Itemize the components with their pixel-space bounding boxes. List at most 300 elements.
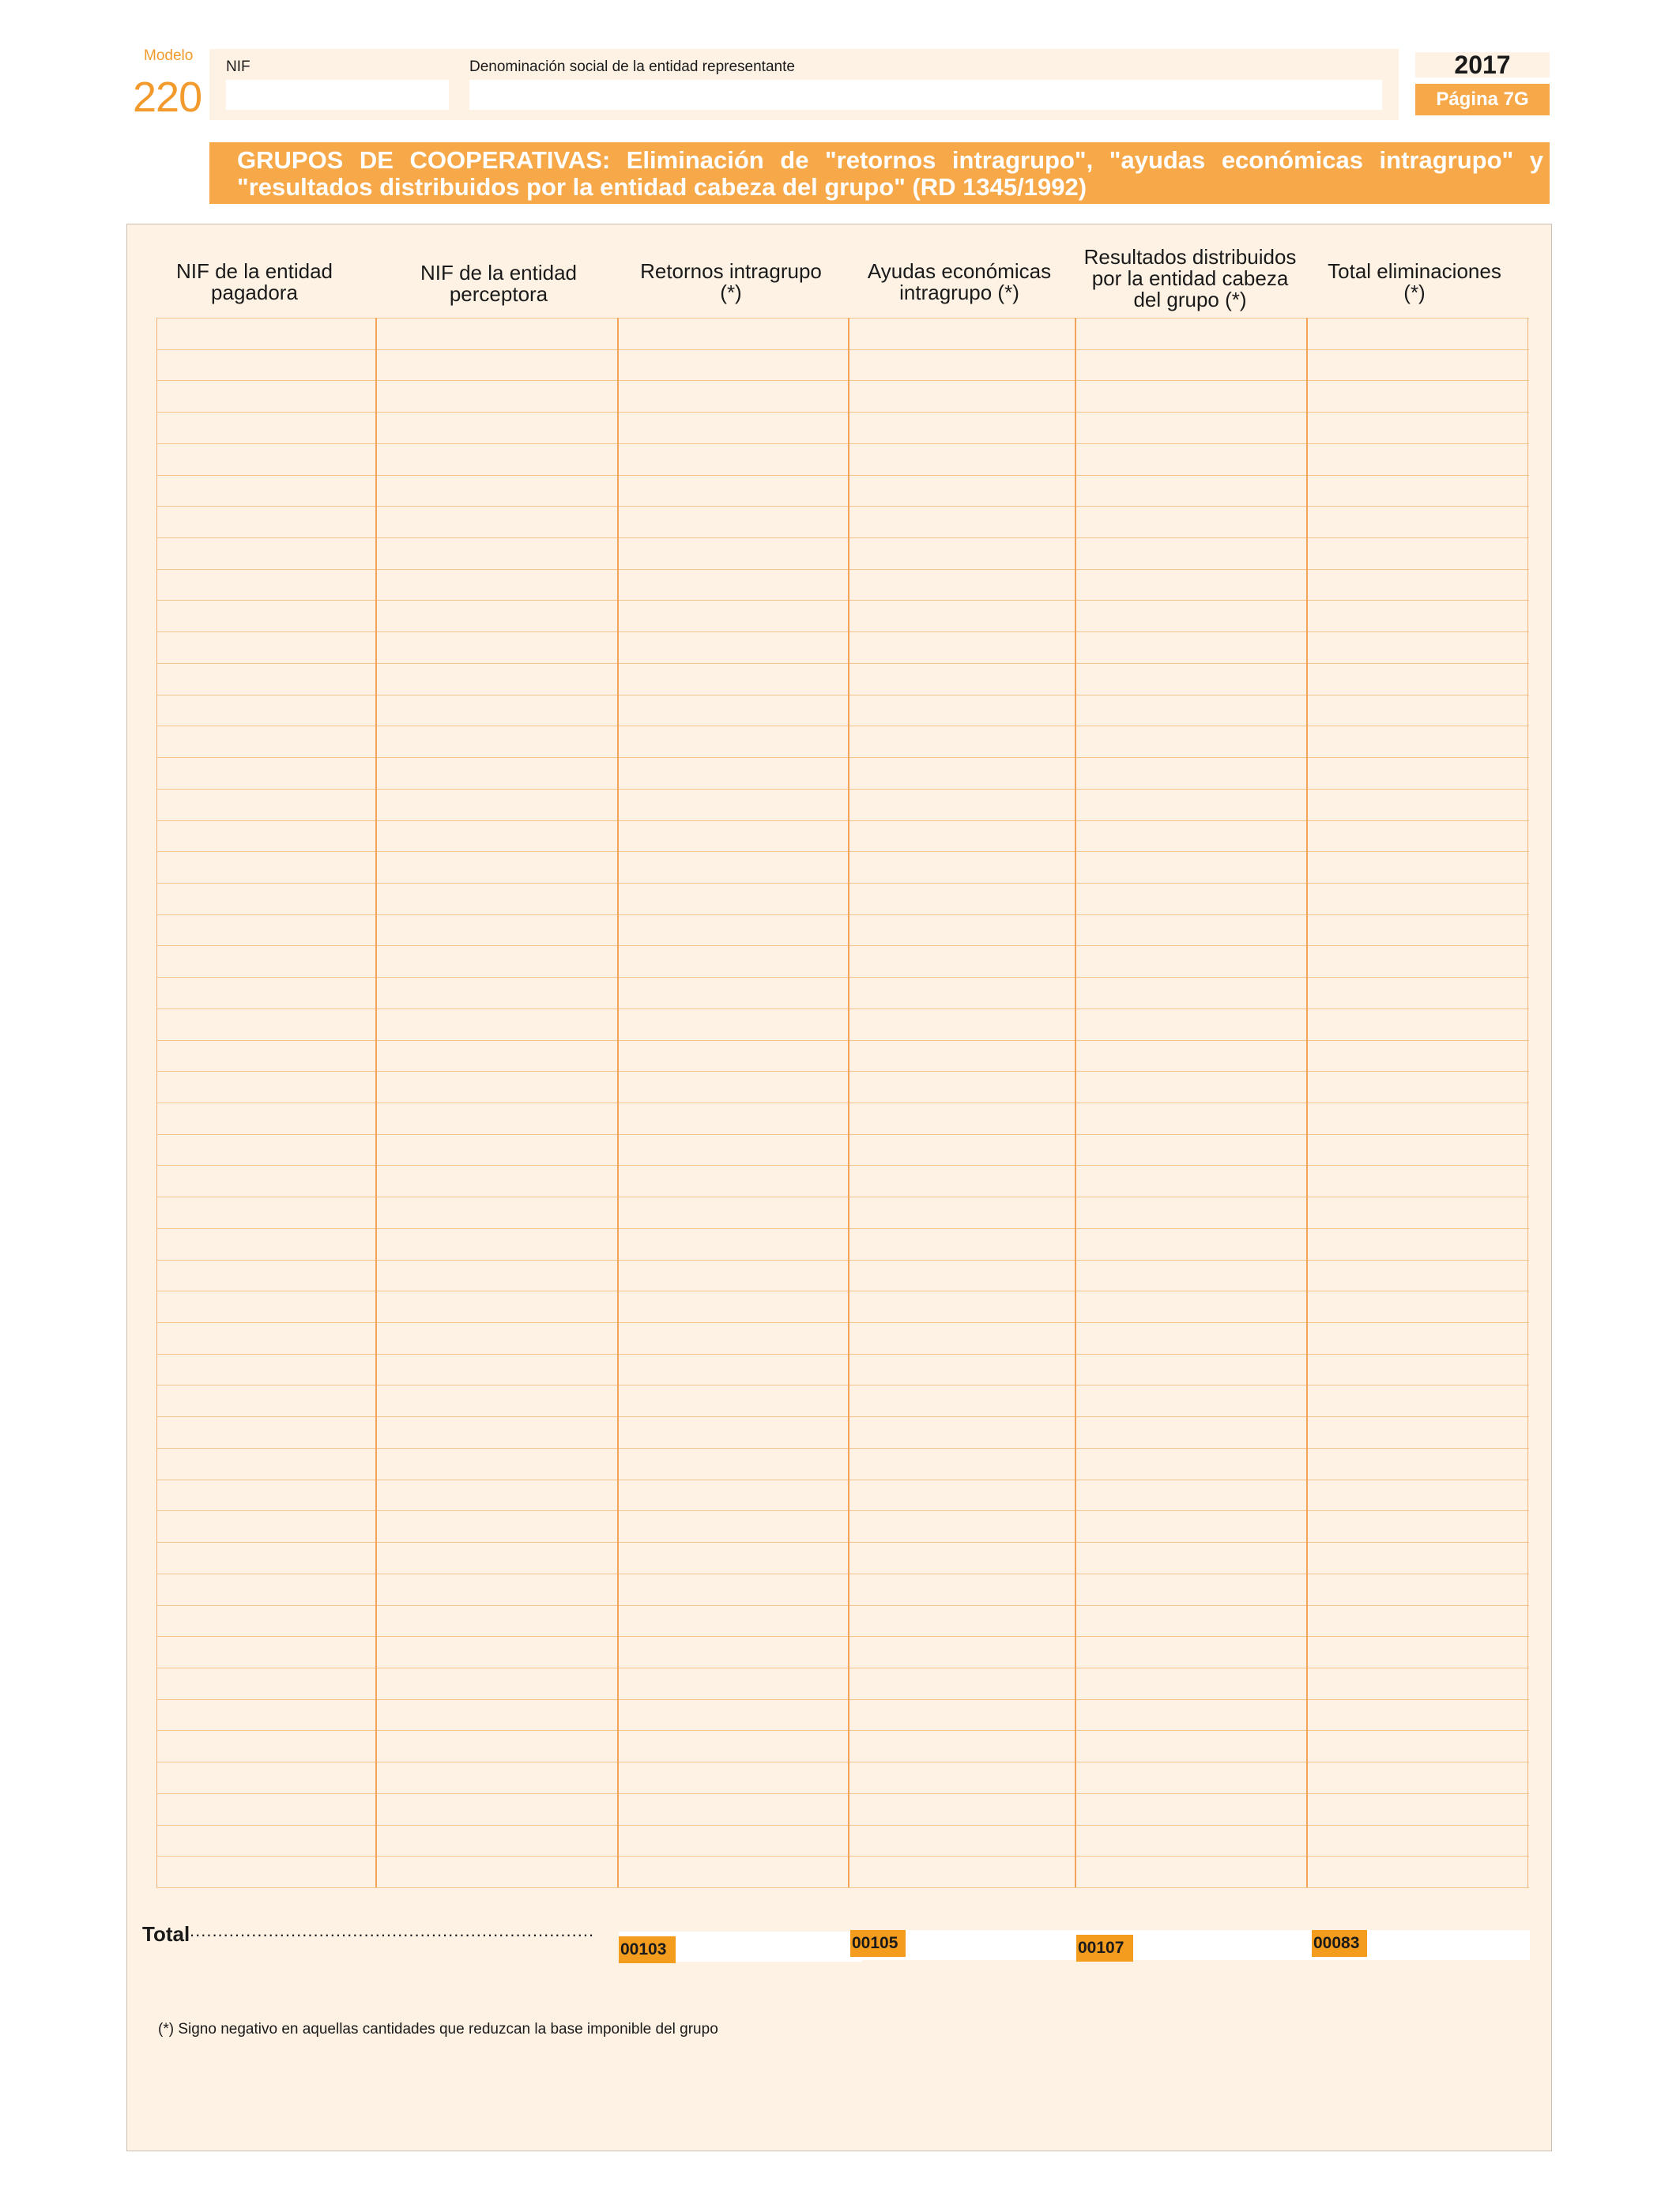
table-cell[interactable] [159, 822, 374, 850]
table-cell[interactable] [620, 477, 846, 505]
table-cell[interactable] [850, 1795, 1073, 1823]
table-cell[interactable] [378, 1607, 616, 1635]
table-cell[interactable] [1309, 696, 1526, 725]
table-cell[interactable] [620, 1167, 846, 1195]
table-cell[interactable] [620, 727, 846, 756]
table-cell[interactable] [620, 1607, 846, 1635]
table-cell[interactable] [1077, 696, 1305, 725]
table-cell[interactable] [1309, 1104, 1526, 1133]
table-cell[interactable] [850, 1198, 1073, 1227]
table-cell[interactable] [1077, 1857, 1305, 1886]
table-cell[interactable] [620, 1449, 846, 1478]
table-cell[interactable] [620, 1669, 846, 1698]
table-cell[interactable] [1309, 1449, 1526, 1478]
table-cell[interactable] [159, 1638, 374, 1666]
table-cell[interactable] [1077, 539, 1305, 567]
table-cell[interactable] [620, 947, 846, 975]
table-cell[interactable] [1077, 1355, 1305, 1384]
table-cell[interactable] [1309, 1826, 1526, 1855]
table-cell[interactable] [1077, 1386, 1305, 1415]
table-cell[interactable] [1077, 507, 1305, 536]
table-cell[interactable] [1309, 1072, 1526, 1101]
table-cell[interactable] [620, 1638, 846, 1666]
table-cell[interactable] [850, 1826, 1073, 1855]
table-cell[interactable] [159, 539, 374, 567]
table-cell[interactable] [620, 351, 846, 379]
table-cell[interactable] [159, 978, 374, 1007]
table-cell[interactable] [378, 1449, 616, 1478]
table-cell[interactable] [378, 1042, 616, 1070]
table-cell[interactable] [378, 884, 616, 913]
table-cell[interactable] [1309, 539, 1526, 567]
table-cell[interactable] [620, 1292, 846, 1321]
table-cell[interactable] [1309, 1355, 1526, 1384]
table-cell[interactable] [620, 1418, 846, 1446]
table-cell[interactable] [850, 1072, 1073, 1101]
table-cell[interactable] [159, 884, 374, 913]
table-cell[interactable] [1077, 413, 1305, 442]
denominacion-input[interactable] [469, 80, 1382, 110]
table-cell[interactable] [378, 1230, 616, 1258]
table-cell[interactable] [1309, 477, 1526, 505]
table-cell[interactable] [1309, 1292, 1526, 1321]
table-cell[interactable] [850, 1355, 1073, 1384]
table-cell[interactable] [1309, 1732, 1526, 1760]
table-cell[interactable] [159, 633, 374, 662]
table-cell[interactable] [1077, 1512, 1305, 1540]
table-cell[interactable] [378, 759, 616, 787]
table-cell[interactable] [1077, 1607, 1305, 1635]
table-cell[interactable] [620, 382, 846, 410]
nif-input[interactable] [226, 80, 449, 110]
table-cell[interactable] [620, 601, 846, 630]
table-cell[interactable] [159, 1544, 374, 1572]
table-cell[interactable] [620, 539, 846, 567]
table-cell[interactable] [620, 916, 846, 944]
table-cell[interactable] [1309, 1857, 1526, 1886]
table-cell[interactable] [378, 1575, 616, 1604]
table-cell[interactable] [620, 445, 846, 473]
table-cell[interactable] [1309, 1701, 1526, 1729]
table-cell[interactable] [1309, 351, 1526, 379]
table-cell[interactable] [1309, 1512, 1526, 1540]
table-cell[interactable] [850, 1104, 1073, 1133]
table-cell[interactable] [620, 1575, 846, 1604]
table-cell[interactable] [620, 790, 846, 819]
table-cell[interactable] [378, 1292, 616, 1321]
table-cell[interactable] [620, 853, 846, 881]
table-cell[interactable] [620, 1324, 846, 1352]
table-cell[interactable] [1309, 413, 1526, 442]
table-cell[interactable] [1309, 445, 1526, 473]
table-cell[interactable] [850, 822, 1073, 850]
table-cell[interactable] [159, 916, 374, 944]
table-cell[interactable] [850, 601, 1073, 630]
table-cell[interactable] [850, 539, 1073, 567]
table-cell[interactable] [159, 1010, 374, 1039]
table-cell[interactable] [1309, 507, 1526, 536]
table-cell[interactable] [620, 1230, 846, 1258]
table-cell[interactable] [850, 1292, 1073, 1321]
table-cell[interactable] [378, 382, 616, 410]
table-cell[interactable] [378, 1857, 616, 1886]
table-cell[interactable] [1077, 1324, 1305, 1352]
table-cell[interactable] [1309, 759, 1526, 787]
table-cell[interactable] [378, 1732, 616, 1760]
table-cell[interactable] [1309, 822, 1526, 850]
table-cell[interactable] [850, 507, 1073, 536]
table-cell[interactable] [159, 1136, 374, 1164]
table-cell[interactable] [620, 571, 846, 599]
table-cell[interactable] [850, 1607, 1073, 1635]
table-cell[interactable] [1077, 947, 1305, 975]
table-cell[interactable] [1077, 1795, 1305, 1823]
table-cell[interactable] [1309, 853, 1526, 881]
table-cell[interactable] [1077, 884, 1305, 913]
table-cell[interactable] [1077, 633, 1305, 662]
table-cell[interactable] [378, 571, 616, 599]
table-cell[interactable] [850, 696, 1073, 725]
table-cell[interactable] [850, 1763, 1073, 1792]
table-cell[interactable] [159, 382, 374, 410]
table-cell[interactable] [850, 1512, 1073, 1540]
table-cell[interactable] [159, 571, 374, 599]
table-cell[interactable] [850, 1418, 1073, 1446]
table-cell[interactable] [1309, 1638, 1526, 1666]
table-cell[interactable] [378, 601, 616, 630]
table-cell[interactable] [159, 601, 374, 630]
table-cell[interactable] [620, 1136, 846, 1164]
table-cell[interactable] [159, 1857, 374, 1886]
table-cell[interactable] [378, 790, 616, 819]
table-cell[interactable] [850, 1010, 1073, 1039]
table-cell[interactable] [620, 1826, 846, 1855]
table-cell[interactable] [850, 1449, 1073, 1478]
table-cell[interactable] [1309, 1010, 1526, 1039]
table-cell[interactable] [620, 1763, 846, 1792]
table-cell[interactable] [1309, 790, 1526, 819]
table-cell[interactable] [1309, 1481, 1526, 1510]
table-cell[interactable] [159, 445, 374, 473]
table-cell[interactable] [1077, 853, 1305, 881]
table-cell[interactable] [1077, 1449, 1305, 1478]
table-cell[interactable] [850, 884, 1073, 913]
table-cell[interactable] [620, 1386, 846, 1415]
table-cell[interactable] [159, 1355, 374, 1384]
table-cell[interactable] [1309, 319, 1526, 348]
table-cell[interactable] [850, 1261, 1073, 1290]
table-cell[interactable] [378, 507, 616, 536]
table-cell[interactable] [620, 1261, 846, 1290]
table-cell[interactable] [620, 1355, 846, 1384]
table-cell[interactable] [159, 1292, 374, 1321]
table-cell[interactable] [850, 477, 1073, 505]
table-cell[interactable] [378, 1795, 616, 1823]
table-cell[interactable] [1077, 978, 1305, 1007]
table-cell[interactable] [378, 696, 616, 725]
table-cell[interactable] [620, 413, 846, 442]
table-cell[interactable] [378, 853, 616, 881]
table-cell[interactable] [159, 665, 374, 693]
table-cell[interactable] [159, 507, 374, 536]
table-cell[interactable] [159, 1198, 374, 1227]
table-cell[interactable] [1309, 571, 1526, 599]
table-cell[interactable] [1309, 1386, 1526, 1415]
table-cell[interactable] [378, 1481, 616, 1510]
table-cell[interactable] [620, 1072, 846, 1101]
table-cell[interactable] [850, 1638, 1073, 1666]
table-cell[interactable] [1077, 790, 1305, 819]
table-cell[interactable] [1309, 1136, 1526, 1164]
table-cell[interactable] [378, 1136, 616, 1164]
table-cell[interactable] [378, 1198, 616, 1227]
table-cell[interactable] [1077, 727, 1305, 756]
table-cell[interactable] [1077, 822, 1305, 850]
table-cell[interactable] [1309, 633, 1526, 662]
table-cell[interactable] [378, 319, 616, 348]
table-cell[interactable] [850, 319, 1073, 348]
table-cell[interactable] [1309, 1324, 1526, 1352]
table-cell[interactable] [1309, 601, 1526, 630]
table-cell[interactable] [378, 978, 616, 1007]
table-cell[interactable] [850, 1481, 1073, 1510]
table-cell[interactable] [620, 978, 846, 1007]
table-cell[interactable] [159, 1763, 374, 1792]
table-cell[interactable] [1077, 1638, 1305, 1666]
table-cell[interactable] [159, 1607, 374, 1635]
table-cell[interactable] [159, 1669, 374, 1698]
table-cell[interactable] [159, 1732, 374, 1760]
table-cell[interactable] [1077, 1575, 1305, 1604]
table-cell[interactable] [159, 1167, 374, 1195]
table-cell[interactable] [1309, 1042, 1526, 1070]
table-cell[interactable] [378, 1386, 616, 1415]
table-cell[interactable] [1309, 665, 1526, 693]
table-cell[interactable] [850, 1324, 1073, 1352]
table-cell[interactable] [1077, 1701, 1305, 1729]
table-cell[interactable] [1077, 445, 1305, 473]
table-cell[interactable] [620, 665, 846, 693]
table-cell[interactable] [850, 633, 1073, 662]
table-cell[interactable] [620, 696, 846, 725]
table-cell[interactable] [850, 351, 1073, 379]
table-cell[interactable] [1077, 1418, 1305, 1446]
table-cell[interactable] [850, 727, 1073, 756]
table-cell[interactable] [159, 1575, 374, 1604]
table-cell[interactable] [378, 916, 616, 944]
table-cell[interactable] [850, 1167, 1073, 1195]
table-cell[interactable] [378, 1072, 616, 1101]
table-cell[interactable] [620, 1010, 846, 1039]
table-cell[interactable] [850, 947, 1073, 975]
table-cell[interactable] [620, 319, 846, 348]
table-cell[interactable] [1309, 1167, 1526, 1195]
table-cell[interactable] [620, 1732, 846, 1760]
table-cell[interactable] [850, 1136, 1073, 1164]
table-cell[interactable] [378, 413, 616, 442]
table-cell[interactable] [159, 1104, 374, 1133]
table-cell[interactable] [159, 696, 374, 725]
table-cell[interactable] [1077, 1732, 1305, 1760]
table-cell[interactable] [1077, 1104, 1305, 1133]
table-cell[interactable] [1077, 477, 1305, 505]
table-cell[interactable] [1077, 1481, 1305, 1510]
table-cell[interactable] [1309, 884, 1526, 913]
table-cell[interactable] [1077, 1072, 1305, 1101]
table-cell[interactable] [159, 1449, 374, 1478]
table-cell[interactable] [378, 665, 616, 693]
table-cell[interactable] [620, 822, 846, 850]
table-cell[interactable] [620, 1857, 846, 1886]
table-cell[interactable] [378, 1638, 616, 1666]
table-cell[interactable] [1309, 1607, 1526, 1635]
table-cell[interactable] [378, 477, 616, 505]
table-cell[interactable] [850, 1857, 1073, 1886]
table-cell[interactable] [1077, 1167, 1305, 1195]
table-cell[interactable] [1077, 1292, 1305, 1321]
table-cell[interactable] [1309, 1763, 1526, 1792]
table-cell[interactable] [850, 571, 1073, 599]
table-cell[interactable] [620, 1481, 846, 1510]
table-cell[interactable] [620, 759, 846, 787]
table-cell[interactable] [620, 1795, 846, 1823]
table-cell[interactable] [850, 382, 1073, 410]
table-cell[interactable] [1077, 1544, 1305, 1572]
table-cell[interactable] [850, 1042, 1073, 1070]
table-cell[interactable] [378, 1324, 616, 1352]
table-cell[interactable] [1077, 916, 1305, 944]
table-cell[interactable] [159, 727, 374, 756]
table-cell[interactable] [378, 1544, 616, 1572]
table-cell[interactable] [1077, 1042, 1305, 1070]
table-cell[interactable] [1077, 1136, 1305, 1164]
table-cell[interactable] [159, 790, 374, 819]
table-cell[interactable] [1309, 1261, 1526, 1290]
table-cell[interactable] [159, 1386, 374, 1415]
table-cell[interactable] [620, 884, 846, 913]
table-cell[interactable] [159, 1418, 374, 1446]
table-cell[interactable] [159, 1261, 374, 1290]
table-cell[interactable] [1077, 1763, 1305, 1792]
table-cell[interactable] [378, 1355, 616, 1384]
table-cell[interactable] [378, 1512, 616, 1540]
table-cell[interactable] [159, 1324, 374, 1352]
table-cell[interactable] [1077, 571, 1305, 599]
table-cell[interactable] [159, 853, 374, 881]
table-cell[interactable] [378, 633, 616, 662]
table-cell[interactable] [159, 947, 374, 975]
table-cell[interactable] [1077, 1230, 1305, 1258]
table-cell[interactable] [620, 1701, 846, 1729]
table-cell[interactable] [1309, 727, 1526, 756]
table-cell[interactable] [159, 1701, 374, 1729]
table-cell[interactable] [1309, 1230, 1526, 1258]
table-cell[interactable] [159, 1512, 374, 1540]
table-cell[interactable] [850, 665, 1073, 693]
table-cell[interactable] [378, 1010, 616, 1039]
table-cell[interactable] [620, 1544, 846, 1572]
table-cell[interactable] [850, 1732, 1073, 1760]
table-cell[interactable] [1309, 916, 1526, 944]
table-cell[interactable] [1309, 947, 1526, 975]
table-cell[interactable] [159, 319, 374, 348]
table-cell[interactable] [1309, 1198, 1526, 1227]
table-cell[interactable] [378, 822, 616, 850]
table-cell[interactable] [620, 1104, 846, 1133]
table-cell[interactable] [159, 1230, 374, 1258]
table-cell[interactable] [159, 477, 374, 505]
table-cell[interactable] [1309, 1575, 1526, 1604]
table-cell[interactable] [850, 759, 1073, 787]
table-cell[interactable] [620, 1042, 846, 1070]
table-cell[interactable] [1309, 1795, 1526, 1823]
table-cell[interactable] [1309, 978, 1526, 1007]
table-cell[interactable] [1077, 759, 1305, 787]
table-cell[interactable] [1077, 1010, 1305, 1039]
table-cell[interactable] [1077, 1826, 1305, 1855]
table-cell[interactable] [620, 633, 846, 662]
table-cell[interactable] [159, 1795, 374, 1823]
table-cell[interactable] [850, 1230, 1073, 1258]
table-cell[interactable] [850, 1386, 1073, 1415]
table-cell[interactable] [850, 916, 1073, 944]
table-cell[interactable] [378, 1669, 616, 1698]
table-cell[interactable] [1309, 1418, 1526, 1446]
table-cell[interactable] [1077, 601, 1305, 630]
table-cell[interactable] [850, 1544, 1073, 1572]
table-cell[interactable] [850, 445, 1073, 473]
table-cell[interactable] [850, 1669, 1073, 1698]
table-cell[interactable] [850, 413, 1073, 442]
table-cell[interactable] [850, 853, 1073, 881]
table-cell[interactable] [378, 1167, 616, 1195]
table-cell[interactable] [159, 1481, 374, 1510]
table-cell[interactable] [1077, 382, 1305, 410]
table-cell[interactable] [159, 759, 374, 787]
table-cell[interactable] [378, 1763, 616, 1792]
table-cell[interactable] [378, 539, 616, 567]
table-cell[interactable] [620, 507, 846, 536]
table-cell[interactable] [378, 351, 616, 379]
table-cell[interactable] [1077, 351, 1305, 379]
table-cell[interactable] [1309, 1544, 1526, 1572]
table-cell[interactable] [159, 1826, 374, 1855]
table-cell[interactable] [378, 727, 616, 756]
table-cell[interactable] [159, 1072, 374, 1101]
table-cell[interactable] [378, 1104, 616, 1133]
table-cell[interactable] [1309, 382, 1526, 410]
table-cell[interactable] [1077, 319, 1305, 348]
table-cell[interactable] [159, 351, 374, 379]
table-cell[interactable] [159, 413, 374, 442]
table-cell[interactable] [378, 1701, 616, 1729]
table-cell[interactable] [850, 1701, 1073, 1729]
table-cell[interactable] [620, 1198, 846, 1227]
table-cell[interactable] [378, 1418, 616, 1446]
table-cell[interactable] [850, 978, 1073, 1007]
table-cell[interactable] [620, 1512, 846, 1540]
table-cell[interactable] [378, 1261, 616, 1290]
table-cell[interactable] [1077, 1669, 1305, 1698]
table-cell[interactable] [1077, 1261, 1305, 1290]
table-cell[interactable] [850, 1575, 1073, 1604]
table-cell[interactable] [159, 1042, 374, 1070]
table-cell[interactable] [1077, 1198, 1305, 1227]
table-cell[interactable] [378, 947, 616, 975]
table-cell[interactable] [378, 445, 616, 473]
table-cell[interactable] [1309, 1669, 1526, 1698]
table-cell[interactable] [1077, 665, 1305, 693]
